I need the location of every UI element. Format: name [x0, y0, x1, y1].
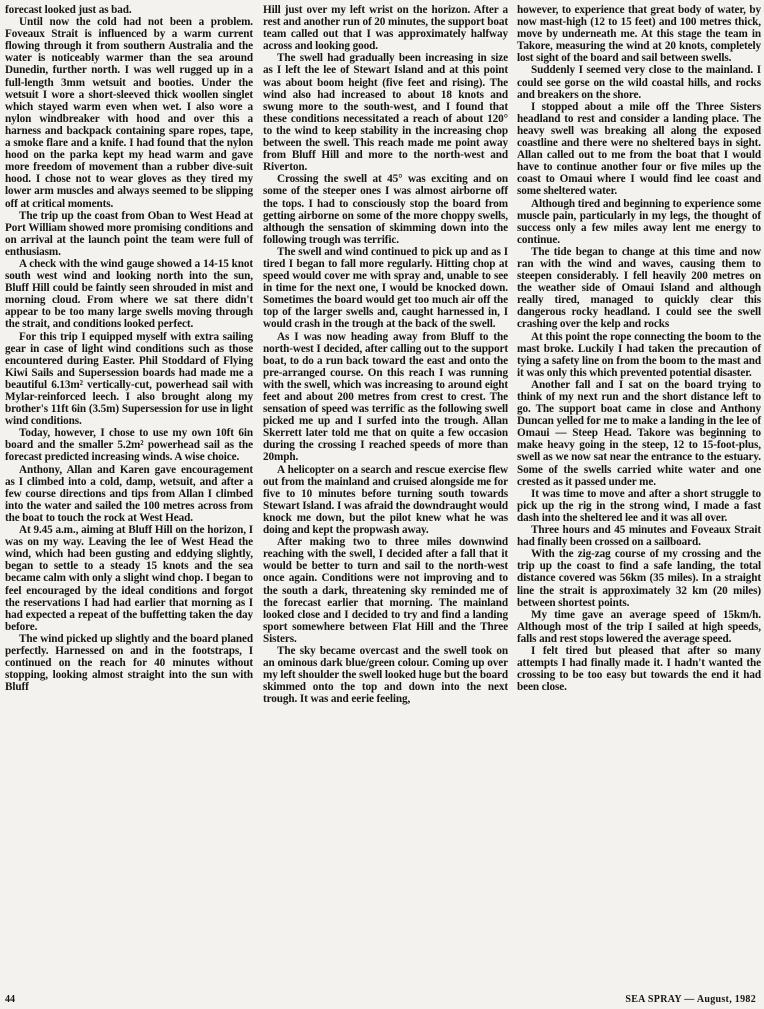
page-footer	[0, 994, 764, 1008]
paragraph: Although tired and beginning to experience some muscle pain, particularly in my legs, the thought of success only a few miles away lent me energy to continue.	[517, 197, 761, 246]
paragraph: Crossing the swell at 45° was exciting and on some of the steeper ones I was almost airborne off the tops. I had to consciously stop the board from getting airborne on some of the more choppy swells, although the sensation of skimming down into the following trough was terrific.	[263, 173, 508, 246]
paragraph: The wind picked up slightly and the board planed perfectly. Harnessed on and in the footstraps, I continued on the reach for 40 minutes without stopping, looking almost straight into the sun with Bluff	[5, 632, 253, 694]
paragraph: forecast looked just as bad.	[5, 4, 132, 16]
running-footer: SEA SPRAY — August, 1982	[625, 994, 756, 1005]
paragraph: It was time to move and after a short struggle to pick up the rig in the strong wind, I made a fast dash into the sheltered lee and it was all over.	[517, 487, 761, 524]
paragraph: I felt tired but pleased that after so many attempts I had finally made it. I hadn't wanted the crossing to be too easy but towards the end it had been close.	[517, 644, 761, 694]
paragraph: Three hours and 45 minutes and Foveaux Strait had finally been crossed on a sailboard.	[517, 524, 761, 549]
page-number: 44	[5, 994, 15, 1005]
paragraph: As I was now heading away from Bluff to the north-west I decided, after calling out to the support boat, to do a run back toward the east and onto the pre-arranged course. On this reach I was running with the swell, which was increasing to around eight feet and about 200 metres from crest to crest. The sensation of speed was terrific as the following swell picked me up and I surfed into the trough. Allan Skerrett later told me that on quite a few occasion during the crossing I reached speeds of more than 20mph.	[263, 330, 508, 464]
paragraph: At 9.45 a.m., aiming at Bluff Hill on the horizon, I was on my way. Leaving the lee of West Head the wind, which had been gusting and eddying slightly, began to settle to a steady 15 knots and the sea became calm with only a slight wind chop. I began to feel encouraged by the ideal conditions and forgot the reservations I had had earlier that morning as I had expected a repeat of the buffetting taken the day before.	[5, 524, 253, 633]
paragraph: A check with the wind gauge showed a 14-15 knot south west wind and looking north into the sun, Bluff Hill could be faintly seen shrouded in mist and morning cloud. From where we sat there didn't appear to be too many large swells moving through the strait, and conditions looked perfect.	[5, 257, 253, 331]
paragraph: however, to experience that great body of water, by now mast-high (12 to 15 feet) and 100 metres thick, move by underneath me. At this stage the team in Takore, measuring the wind at 20 knots, completely lost sight of the board and sail between swells.	[517, 4, 761, 65]
text-column-2	[263, 4, 508, 705]
paragraph: Today, however, I chose to use my own 10ft 6in board and the smaller 5.2m² powerhead sail as the forecast predicted increasing winds. A wise choice.	[5, 427, 253, 464]
paragraph: Until now the cold had not been a problem. Foveaux Strait is influenced by a warm current flowing through it from southern Australia and the water is noticeably warmer than the sea around Dunedin, further north. I was well rugged up in a full-length 3mm wetsuit and booties. Under the wetsuit I wore a short-sleeved thick woollen singlet which stayed warm even when wet. I also wore a nylon windbreaker with hood and over this a harness and backpack containing spare ropes, tape, a smoke flare and a knife. I had found that the nylon hood on the parka kept my head warm and gave more freedom of movement than a rubber dive-suit hood. I chose not to wear gloves as they tired my lower arm muscles and always seemed to be slipping off at critical moments.	[5, 16, 253, 210]
paragraph: The sky became overcast and the swell took on an ominous dark blue/green colour. Coming up over my left shoulder the swell looked huge but the board skimmed onto the top and down into the next trough. It was and eerie feeling,	[263, 644, 508, 706]
paragraph: Hill just over my left wrist on the horizon. After a rest and another run of 20 minutes, the support boat team called out that I was approximately halfway across and looking good.	[263, 4, 508, 53]
paragraph: The tide began to change at this time and now ran with the wind and waves, causing them to steepen considerably. I fell heavily 200 metres on the weather side of Omaui Island and although really tired, managed to quickly clear this dangerous rocky headland. I could see the swell crashing over the kelp and rocks	[517, 245, 761, 331]
paragraph: With the zig-zag course of my crossing and the trip up the coast to find a safe landing, the total distance covered was 56km (35 miles). In a straight line the strait is approximately 32 km (20 miles) between shortest points.	[517, 548, 761, 609]
paragraph: My time gave an average speed of 15km/h. Although most of the trip I sailed at high speeds, falls and rest stops lowered the average speed.	[517, 608, 761, 645]
paragraph: A helicopter on a search and rescue exercise flew out from the mainland and cruised alongside me for five to 10 minutes before turning south towards Stewart Island. I was afraid the downdraught would knock me down, but the pilot knew what he was doing and kept the propwash away.	[263, 463, 508, 537]
text-column-1	[5, 4, 253, 693]
paragraph: After making two to three miles downwind reaching with the swell, I decided after a fall that it would be better to turn and sail to the north-west once again. Conditions were not improving and to the south a dark, threatening sky reminded me of the forecast earlier that morning. The mainland looked close and I decided to try and find a landing sport somewhere between Flat Hill and the Three Sisters.	[263, 536, 508, 645]
paragraph: For this trip I equipped myself with extra sailing gear in case of light wind conditions such as those encountered during Easter. Phil Stoddard of Flying Kiwi Sails and Supersession boards had made me a beautiful 6.13m² vertically-cut, powerhead sail with Mylar-reinforced leech. I also brought along my brother's 11ft 6in (3.5m) Supersession for use in light wind conditions.	[5, 330, 253, 428]
paragraph: The trip up the coast from Oban to West Head at Port William showed more promising conditions and on arrival at the launch point the team were full of enthusiasm.	[5, 209, 253, 258]
paragraph: I stopped about a mile off the Three Sisters headland to rest and consider a landing place. The heavy swell was breaking all along the exposed coastline and there were no sheltered bays in sight. Allan called out to me from the boat that I would have to continue another four or five miles up the coast to Omaui where I would find lee coast and some sheltered water.	[517, 100, 761, 198]
paragraph: Suddenly I seemed very close to the mainland. I could see gorse on the wild coastal hills, and rocks and breakers on the shore.	[517, 64, 761, 101]
paragraph: The swell and wind continued to pick up and as I tired I began to fall more regularly. Hitting chop at speed would cover me with spray and, unable to see in time for the next one, I would be knocked down. Sometimes the board would get too much air off the top of the larger swells and, caught harnessed in, I would crash in the trough at the back of the swell.	[263, 245, 508, 331]
text-column-3	[517, 4, 761, 693]
paragraph: Another fall and I sat on the board trying to think of my next run and the short distance left to go. The support boat came in close and Anthony Duncan yelled for me to make a landing in the lee of Omaui — Steep Head. Takore was beginning to make heavy going in the steep, 12 to 15-foot-plus, swell as we now sat near the entrance to the estuary. Some of the swells carried white water and one crested as it passed under me.	[517, 378, 761, 488]
paragraph: Anthony, Allan and Karen gave encouragement as I climbed into a cold, damp, wetsuit, and after a few course directions and tips from Allan I climbed into the water and sailed the 100 metres across from the boat to touch the rock at West Head.	[5, 463, 253, 524]
paragraph: The swell had gradually been increasing in size as I left the lee of Stewart Island and at this point was about boom height (five feet and rising). The wind also had increased to about 18 knots and swung more to the south-west, and I found that these conditions necessitated a reach of about 120° to the wind to keep stability in the increasing chop between the swell. This reach made me point away from Bluff Hill and more to the north-west and Riverton.	[263, 52, 508, 174]
paragraph: At this point the rope connecting the boom to the mast broke. Luckily I had taken the precaution of tying a safety line on from the boom to the mast and it was only this which prevented potential disaster.	[517, 330, 761, 379]
